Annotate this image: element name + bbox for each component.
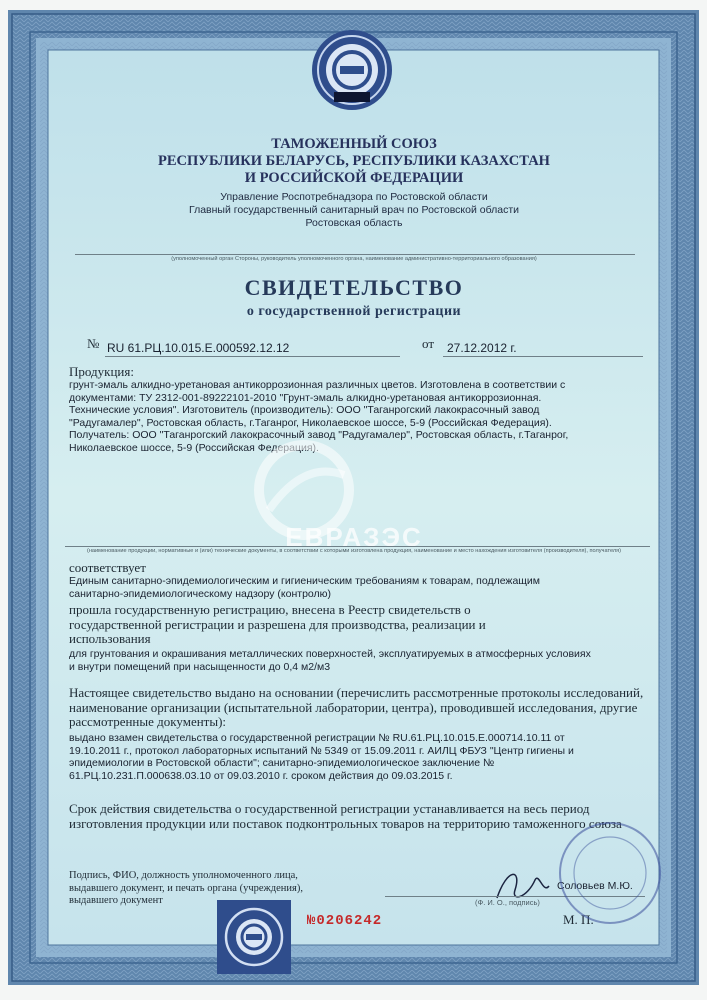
- conformity-line-1: Единым санитарно-эпидемиологическим и гигиеническим требованиям к товарам, подлежащим: [69, 575, 541, 587]
- header-union: ТАМОЖЕННЫЙ СОЮЗ: [271, 136, 437, 152]
- registration-number: RU 61.РЦ.10.015.Е.000592.12.12: [107, 341, 290, 355]
- product-line-2: документами: ТУ 2312-001-89222101-2010 "Грунт-эмаль алкидно-уретановая антикоррозионная.: [69, 391, 542, 404]
- product-line-4: "Радугамалер", Ростовская область, г.Таганрог, Николаевское шоссе, 5-9 (Российская Федерация).: [69, 416, 552, 429]
- product-label: Продукция:: [69, 364, 134, 379]
- certificate-body: [55, 50, 653, 945]
- stamp-place-label: М. П.: [563, 912, 594, 927]
- basis-line-2: 19.10.2011 г., протокол лабораторных испытаний № 5349 от 15.09.2011 г. АИЛЦ ФБУЗ "Центр гигиены и: [69, 744, 574, 757]
- date-label: от: [422, 336, 435, 351]
- basis-line-3: эпидемиологии в Ростовской области"; санитарно-эпидемиологическое заключение №: [69, 757, 495, 769]
- authority-line-1: Управление Роспотребнадзора по Ростовской области: [220, 191, 488, 203]
- registration-date: 27.12.2012 г.: [447, 341, 517, 355]
- product-line-1: грунт-эмаль алкидно-уретановая антикоррозионная различных цветов. Изготовлена в соответствии с: [69, 379, 566, 391]
- document-title: СВИДЕТЕЛЬСТВО: [244, 275, 464, 300]
- signature-caption: (Ф. И. О., подпись): [475, 898, 540, 907]
- signature-label: Подпись, ФИО, должность уполномоченного лица, выдавшего документ, и печать органа (учреждения), выдавшего документ: [69, 870, 303, 906]
- header-federation: И РОССИЙСКОЙ ФЕДЕРАЦИИ: [244, 170, 464, 186]
- hologram-emblem-icon: [215, 898, 293, 976]
- authority-line-3: Ростовская область: [305, 217, 403, 229]
- round-stamp-icon: [555, 818, 665, 928]
- conformity-line-2: санитарно-эпидемиологическому надзору (контролю): [69, 587, 332, 600]
- registration-text-2: государственной регистрации и разрешена для производства, реализации и: [69, 616, 486, 632]
- conformity-label: соответствует: [69, 560, 146, 575]
- registration-text-1: прошла государственную регистрацию, внесена в Реестр свидетельств о: [69, 602, 471, 617]
- authority-line-2: Главный государственный санитарный врач по Ростовской области: [188, 204, 520, 216]
- number-label: №: [87, 336, 100, 351]
- usage-line-2: и внутри помещений при насыщенности до 0,4 м2/м3: [69, 660, 331, 673]
- document-subtitle: о государственной регистрации: [246, 304, 462, 319]
- header-countries: РЕСПУБЛИКИ БЕЛАРУСЬ, РЕСПУБЛИКИ КАЗАХСТАН: [158, 153, 550, 169]
- usage-line-1: для грунтования и окрашивания металлических поверхностей, эксплуатируемых в атмосферных условиях: [69, 648, 591, 660]
- product-line-5: Получатель: ООО "Таганрогский лакокрасочный завод "Радугамалер", Ростовская область, г.Таганрог,: [69, 429, 569, 441]
- serial-number: №0206242: [307, 913, 383, 929]
- basis-line-1: выдано взамен свидетельства о государственной регистрации № RU.61.РЦ.10.015.Е.000714.10.11 от: [69, 732, 565, 744]
- registration-text-3: использования: [69, 631, 151, 646]
- product-line-6: Николаевское шоссе, 5-9 (Российская Федерация).: [69, 441, 319, 454]
- signatory-name: Соловьев М.Ю.: [557, 880, 633, 892]
- authority-caption: (уполномоченный орган Стороны, руководитель уполномоченного органа, наименование административно-территориального образования): [171, 256, 537, 262]
- watermark-text: ЕВРАЗЭС: [285, 522, 423, 552]
- product-line-3: Технические условия". Изготовитель (производитель): ООО "Таганрогский лакокрасочный завод: [69, 404, 540, 416]
- basis-line-4: 61.РЦ.10.231.П.000638.03.10 от 09.03.2010 г. сроком действия до 09.03.2015 г.: [69, 769, 453, 782]
- product-caption: (наименование продукции, нормативные и (или) технические документы, в соответствии с которыми изготовлена продукция, наименование и место нахождения изготовителя (производителя), получателя): [86, 548, 622, 554]
- basis-text: Настоящее свидетельство выдано на основании (перечислить рассмотренные протоколы исследований, наименование организации (испытательной лаборатории, центра), проводившей исследования, другие рассмотренные документы):: [69, 685, 644, 729]
- validity-text: Срок действия свидетельства о государственной регистрации устанавливается на весь период изготовления продукции или поставок подконтрольных товаров на территорию таможенного союза: [69, 801, 622, 831]
